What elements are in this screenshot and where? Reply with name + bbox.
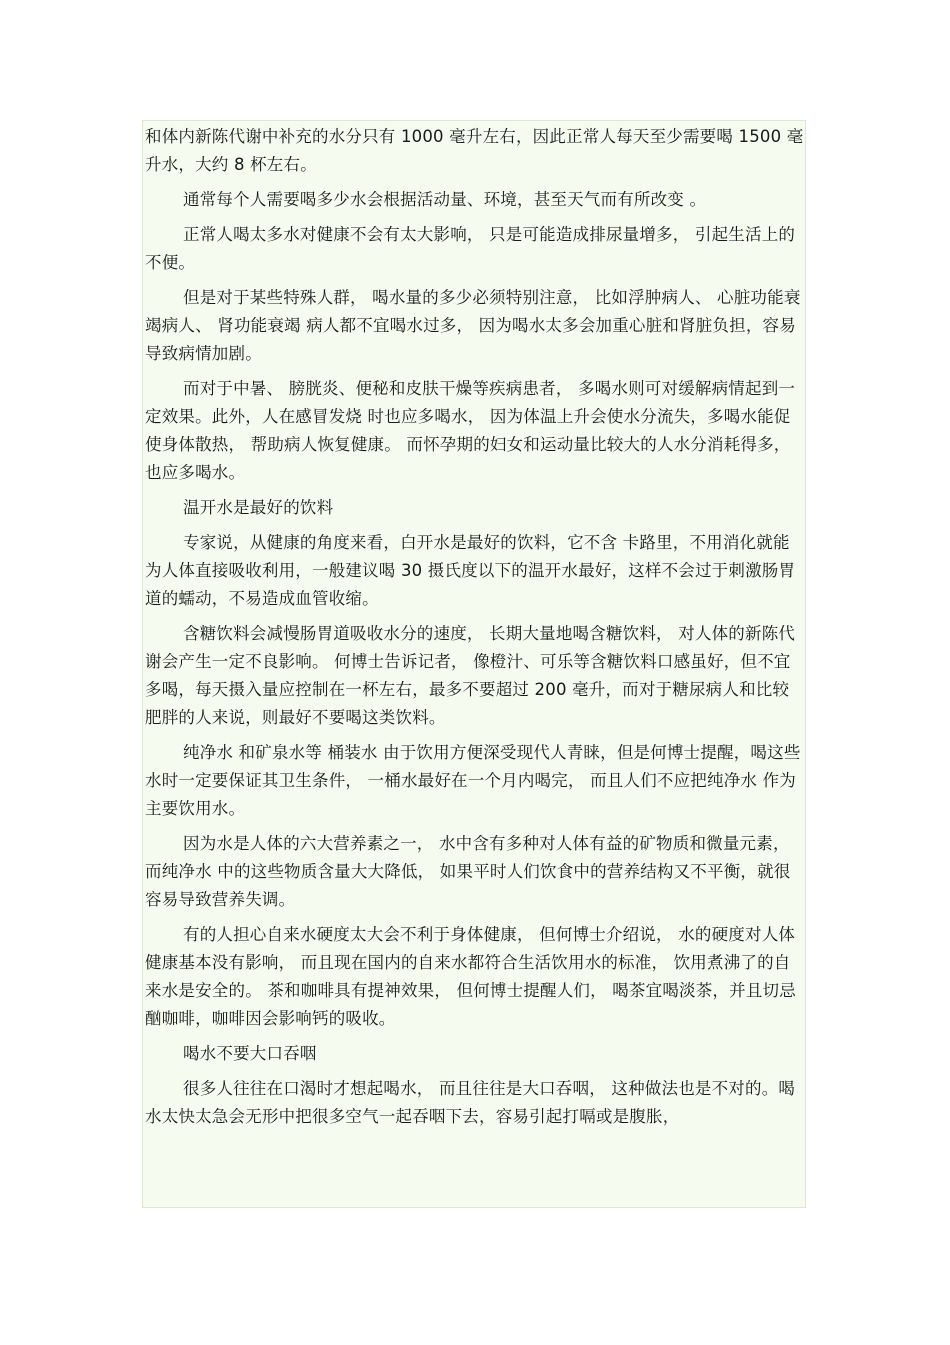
section-heading: 温开水是最好的饮料 bbox=[183, 498, 334, 517]
document-page bbox=[142, 120, 806, 1208]
paragraph: 因为水是人体的六大营养素之一， 水中含有多种对人体有益的矿物质和微量元素，而纯净水 中的这些物质含量大大降低， 如果平时人们饮食中的营养结构又不平衡，就很容易导致营养失调。 bbox=[145, 834, 791, 909]
paragraph: 专家说，从健康的角度来看，白开水是最好的饮料，它不含 卡路里，不用消化就能为人体直接吸收利用，一般建议喝 30 摄氏度以下的温开水最好，这样不会过于刺激肠胃道的蠕动，不易造成血管收缩。 bbox=[145, 533, 796, 608]
paragraph: 和体内新陈代谢中补充的水分只有 1000 毫升左右，因此正常人每天至少需要喝 1500 毫升水，大约 8 杯左右。 bbox=[145, 127, 804, 174]
section-heading: 喝水不要大口吞咽 bbox=[183, 1044, 317, 1063]
paragraph: 有的人担心自来水硬度太大会不利于身体健康， 但何博士介绍说， 水的硬度对人体健康基本没有影响， 而且现在国内的自来水都符合生活饮用水的标准， 饮用煮沸了的自来水是安全的。 茶和咖啡具有提神效果， 但何博士提醒人们， 喝茶宜喝淡茶，并且切忌酗咖啡，咖啡因会影响钙的吸收。 bbox=[145, 925, 796, 1028]
paragraph: 而对于中暑、 膀胱炎、便秘和皮肤干燥等疾病患者， 多喝水则可对缓解病情起到一定效果。此外，人在感冒发烧 时也应多喝水， 因为体温上升会使水分流失，多喝水能促使身体散热， 帮助病人恢复健康。 而怀孕期的妇女和运动量比较大的人水分消耗得多，也应多喝水。 bbox=[145, 379, 796, 482]
paragraph: 但是对于某些特殊人群， 喝水量的多少必须特别注意， 比如浮肿病人、 心脏功能衰竭病人、 肾功能衰竭 病人都不宜喝水过多， 因为喝水太多会加重心脏和肾脏负担，容易导致病情加剧。 bbox=[145, 288, 801, 363]
document-content bbox=[145, 123, 805, 1138]
paragraph: 正常人喝太多水对健康不会有太大影响， 只是可能造成排尿量增多， 引起生活上的不便。 bbox=[145, 225, 796, 272]
paragraph: 很多人往往在口渴时才想起喝水， 而且往往是大口吞咽， 这种做法也是不对的。喝水太快太急会无形中把很多空气一起吞咽下去，容易引起打嗝或是腹胀， bbox=[145, 1079, 796, 1126]
paragraph: 含糖饮料会减慢肠胃道吸收水分的速度， 长期大量地喝含糖饮料， 对人体的新陈代谢会产生一定不良影响。 何博士告诉记者， 像橙汁、可乐等含糖饮料口感虽好，但不宜多喝，每天摄入量应控制在一杯左右，最多不要超过 200 毫升，而对于糖尿病人和比较肥胖的人来说，则最好不要喝这类饮料。 bbox=[145, 624, 796, 727]
paragraph: 通常每个人需要喝多少水会根据活动量、环境，甚至天气而有所改变 。 bbox=[183, 190, 707, 209]
paragraph: 纯净水 和矿泉水等 桶装水 由于饮用方便深受现代人青睐，但是何博士提醒，喝这些水时一定要保证其卫生条件， 一桶水最好在一个月内喝完， 而且人们不应把纯净水 作为主要饮用水。 bbox=[145, 743, 801, 818]
